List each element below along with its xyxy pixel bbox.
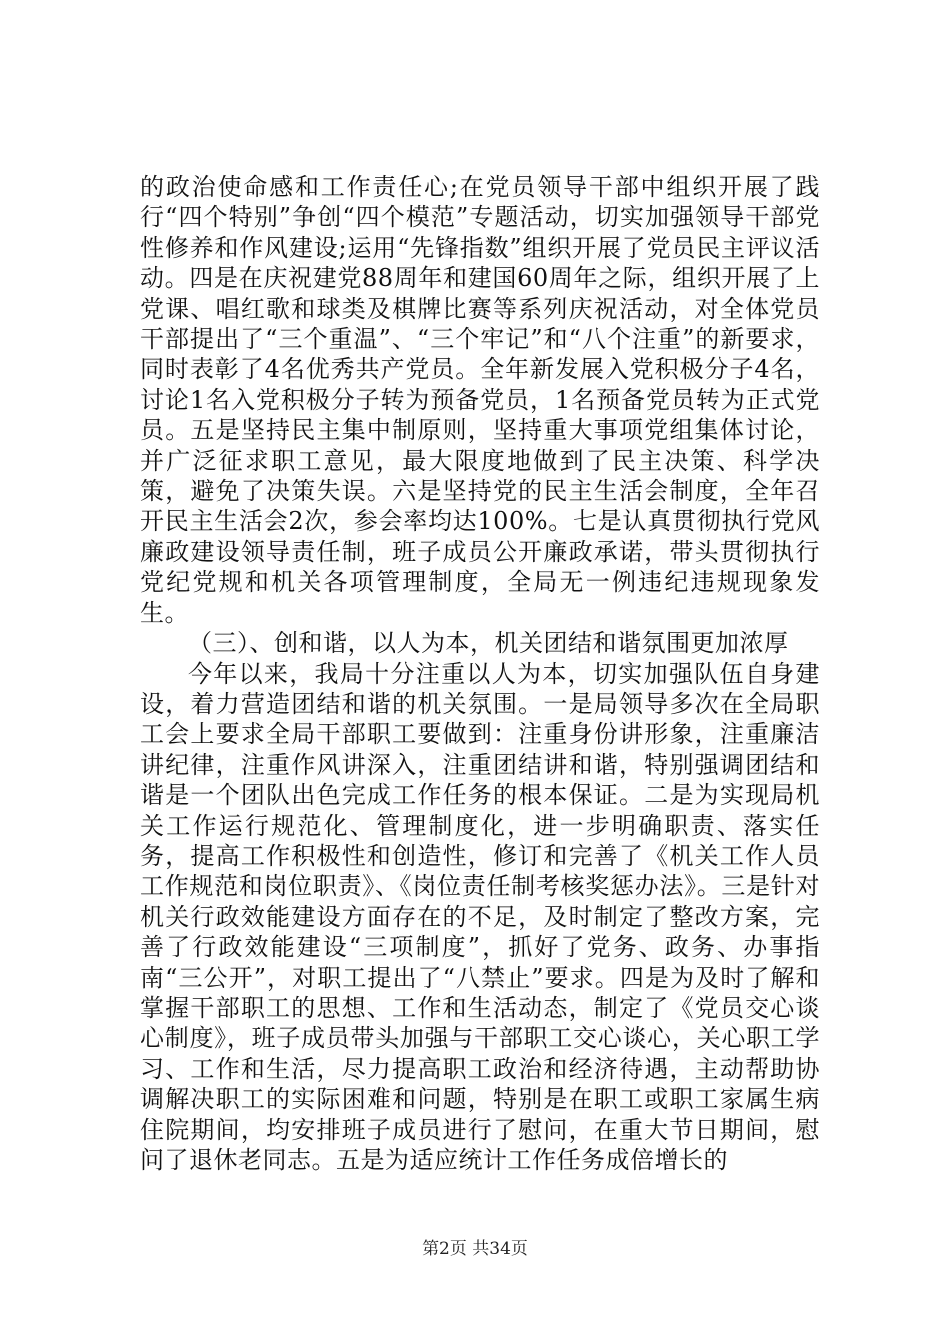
document-body <box>140 172 820 1175</box>
page-number-footer: 第2页 共34页 <box>422 1239 528 1259</box>
section-heading: （三）、创和谐，以人为本，机关团结和谐氛围更加浓厚 <box>188 629 789 658</box>
paragraph-harmony: 今年以来，我局十分注重以人为本，切实加强队伍自身建设，着力营造团结和谐的机关氛围。一是局领导多次在全局职工会上要求全局干部职工要做到：注重身份讲形象，注重廉洁讲纪律，注重作风讲深入，注重团结讲和谐，特别强调团结和谐是一个团队出色完成工作任务的根本保证。二是为实现局机关工作运行规范化、管理制度化，进一步明确职责、落实任务，提高工作积极性和创造性，修订和完善了《机关工作人员工作规范和岗位职责》、《岗位责任制考核奖惩办法》。三是针对机关行政效能建设方面存在的不足，及时制定了整改方案，完善了行政效能建设“三项制度”，抓好了党务、政务、办事指南“三公开”，对职工提出了“八禁止”要求。四是为及时了解和掌握干部职工的思想、工作和生活动态，制定了《党员交心谈心制度》，班子成员带头加强与干部职工交心谈心，关心职工学习、工作和生活，尽力提高职工政治和经济待遇，主动帮助协调解决职工的实际困难和问题，特别是在职工或职工家属生病住院期间，均安排班子成员进行了慰问，在重大节日期间，慰问了退休老同志。五是为适应统计工作任务成倍增长的 <box>140 659 820 1174</box>
paragraph-party-building: 的政治使命感和工作责任心;在党员领导干部中组织开展了践行“四个特别”争创“四个模范”专题活动，切实加强领导干部党性修养和作风建设;运用“先锋指数”组织开展了党员民主评议活动。四是在庆祝建党88周年和建国60周年之际，组织开展了上党课、唱红歌和球类及棋牌比赛等系列庆祝活动，对全体党员干部提出了“三个重温”、“三个牢记”和“八个注重”的新要求，同时表彰了4名优秀共产党员。全年新发展入党积极分子4名，讨论1名入党积极分子转为预备党员，1名预备党员转为正式党员。五是坚持民主集中制原则，坚持重大事项党组集体讨论，并广泛征求职工意见，最大限度地做到了民主决策、科学决策，避免了决策失误。六是坚持党的民主生活会制度，全年召开民主生活会2次，参会率均达100%。七是认真贯彻执行党风廉政建设领导责任制，班子成员公开廉政承诺，带头贯彻执行党纪党规和机关各项管理制度，全局无一例违纪违规现象发生。 <box>140 173 820 627</box>
